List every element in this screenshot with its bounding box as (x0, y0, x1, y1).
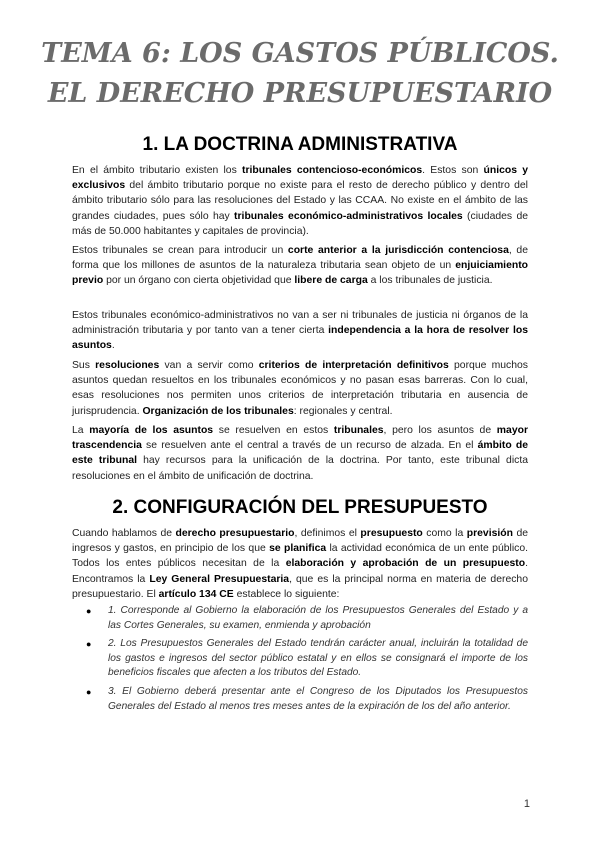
bold-text: ámbito de este tribunal (72, 440, 528, 467)
text-run: . Encontramos la (72, 558, 528, 585)
bold-text: tribunales (333, 425, 384, 436)
bold-text: previsión (466, 528, 513, 539)
text-run: , que es la principal norma en materia de derecho presupuestario. El (72, 573, 528, 600)
section-2-paragraph-1 (72, 526, 528, 602)
text-run: se resuelven ante el central a través de un recurso de alzada. En el (141, 440, 478, 452)
bold-text: derecho presupuestario (175, 528, 295, 539)
text-run: establece lo siguiente: (233, 588, 340, 600)
text-run: . (111, 340, 115, 352)
bold-text: tribunales contencioso-económicos (242, 165, 423, 176)
section-1-paragraph-3 (72, 308, 528, 354)
section-1-paragraph-4 (72, 358, 528, 419)
text-run: , de forma que los millones de asuntos de la naturaleza tributaria sean objeto de un (72, 245, 528, 272)
list-item (72, 637, 528, 681)
text-run: Cuando hablamos de (72, 528, 176, 539)
text-run: . Estos son (422, 165, 484, 176)
section-1-paragraph-1 (72, 163, 528, 239)
text-run: de ingresos y gastos, en principio de los que (72, 528, 529, 555)
bold-text: resoluciones (95, 360, 160, 371)
text-run: van a servir como (159, 360, 259, 371)
page-number: 1 (523, 798, 530, 810)
bullet-icon: ● (86, 606, 92, 616)
bold-text: elaboración y aprobación de un presupuesto (285, 558, 526, 570)
list-item-text: 1. Corresponde al Gobierno la elaboración de los Presupuestos Generales del Estado y a las Cortes Generales, su examen, enmienda y aprobación (108, 605, 528, 631)
bold-text: independencia a la hora de resolver los asuntos (72, 325, 528, 352)
section-2-heading: 2. CONFIGURACIÓN DEL PRESUPUESTO (112, 497, 488, 518)
list-item-text: 2. Los Presupuestos Generales del Estado tendrán carácter anual, incluirán la totalidad de los gastos e ingresos del sector público estatal y en ellos se consignará el importe de los beneficios fiscales que afecten a los tributos del Estado. (108, 638, 528, 679)
bullet-icon: ● (86, 639, 92, 650)
title-line-2: EL DERECHO PRESUPUESTARIO (47, 78, 553, 109)
bold-text: criterios de interpretación definitivos (258, 360, 449, 371)
text-run: (ciudades de más de 50.000 habitantes y capitales de provincia). (72, 210, 528, 237)
text-run: a los tribunales de justicia. (367, 275, 493, 287)
text-run: La (72, 425, 90, 436)
title-line-1: TEMA 6: LOS GASTOS PÚBLICOS. (41, 38, 559, 69)
text-run: del ámbito tributario porque no existe para el resto de derecho público y dentro del ámbito tributario sólo para las resoluciones del Estado y las CCAA. No existe en el ámbito de las grandes ciudades, pues sólo hay (72, 180, 528, 222)
bold-text: se planifica (269, 543, 327, 555)
list-item-text: 3. El Gobierno deberá presentar ante el Congreso de los Diputados los Presupuestos Generales del Estado al menos tres meses antes de la expiración de los del año anterior. (108, 685, 528, 712)
text-run: Sus (72, 360, 96, 371)
article-134-list (72, 604, 528, 718)
text-run: como la (422, 528, 467, 539)
text-run: , definimos el (294, 528, 361, 539)
text-run: Estos tribunales económico-administrativos no van a ser ni tribunales de justicia ni órganos de la administración tributaria y por tanto van a tener cierta (72, 310, 528, 337)
text-run: Estos tribunales se crean para introducir un (72, 245, 288, 256)
text-run: se resuelven en estos (213, 425, 334, 436)
text-run: , pero los asuntos de (383, 425, 497, 436)
bold-text: Ley General Presupuestaria (149, 573, 290, 585)
bold-text: mayoría de los asuntos (89, 425, 214, 436)
bold-text: artículo 134 CE (158, 588, 234, 600)
section-1-heading: 1. LA DOCTRINA ADMINISTRATIVA (142, 134, 458, 155)
bold-text: Organización de los tribunales (142, 405, 294, 417)
text-run: : regionales y central. (293, 405, 393, 417)
text-run: En el ámbito tributario existen los (72, 165, 242, 176)
bold-text: presupuesto (360, 528, 423, 539)
bold-text: tribunales económico-administrativos locales (234, 210, 463, 222)
section-1-paragraph-5 (72, 423, 528, 484)
list-item (72, 604, 528, 633)
document-title (0, 34, 600, 114)
bold-text: mayor trascendencia (72, 425, 528, 452)
text-run: la actividad económica de un ente público. Todos los entes públicos necesitan de la (72, 543, 528, 570)
text-run: porque muchos asuntos quedan resueltos en los tribunales económicos y no pasan esas barreras. Con lo cual, esas resoluciones nos permiten unos criterios de interpretación tributaria en ausencia de jurisprudencia. (72, 360, 528, 417)
bold-text: corte anterior a la jurisdicción contenciosa (287, 245, 509, 256)
section-1-paragraph-2 (72, 243, 528, 289)
list-item (72, 685, 528, 714)
bold-text: únicos y exclusivos (72, 165, 528, 192)
text-run: por un órgano con cierta objetividad que (103, 275, 295, 287)
bullet-icon: ● (86, 686, 92, 697)
bold-text: enjuiciamiento previo (72, 260, 528, 287)
bold-text: libere de carga (294, 275, 368, 287)
text-run: hay recursos para la unificación de la doctrina. Por tanto, este tribunal dicta resoluciones en el ámbito de unificación de doctrina. (72, 455, 529, 482)
